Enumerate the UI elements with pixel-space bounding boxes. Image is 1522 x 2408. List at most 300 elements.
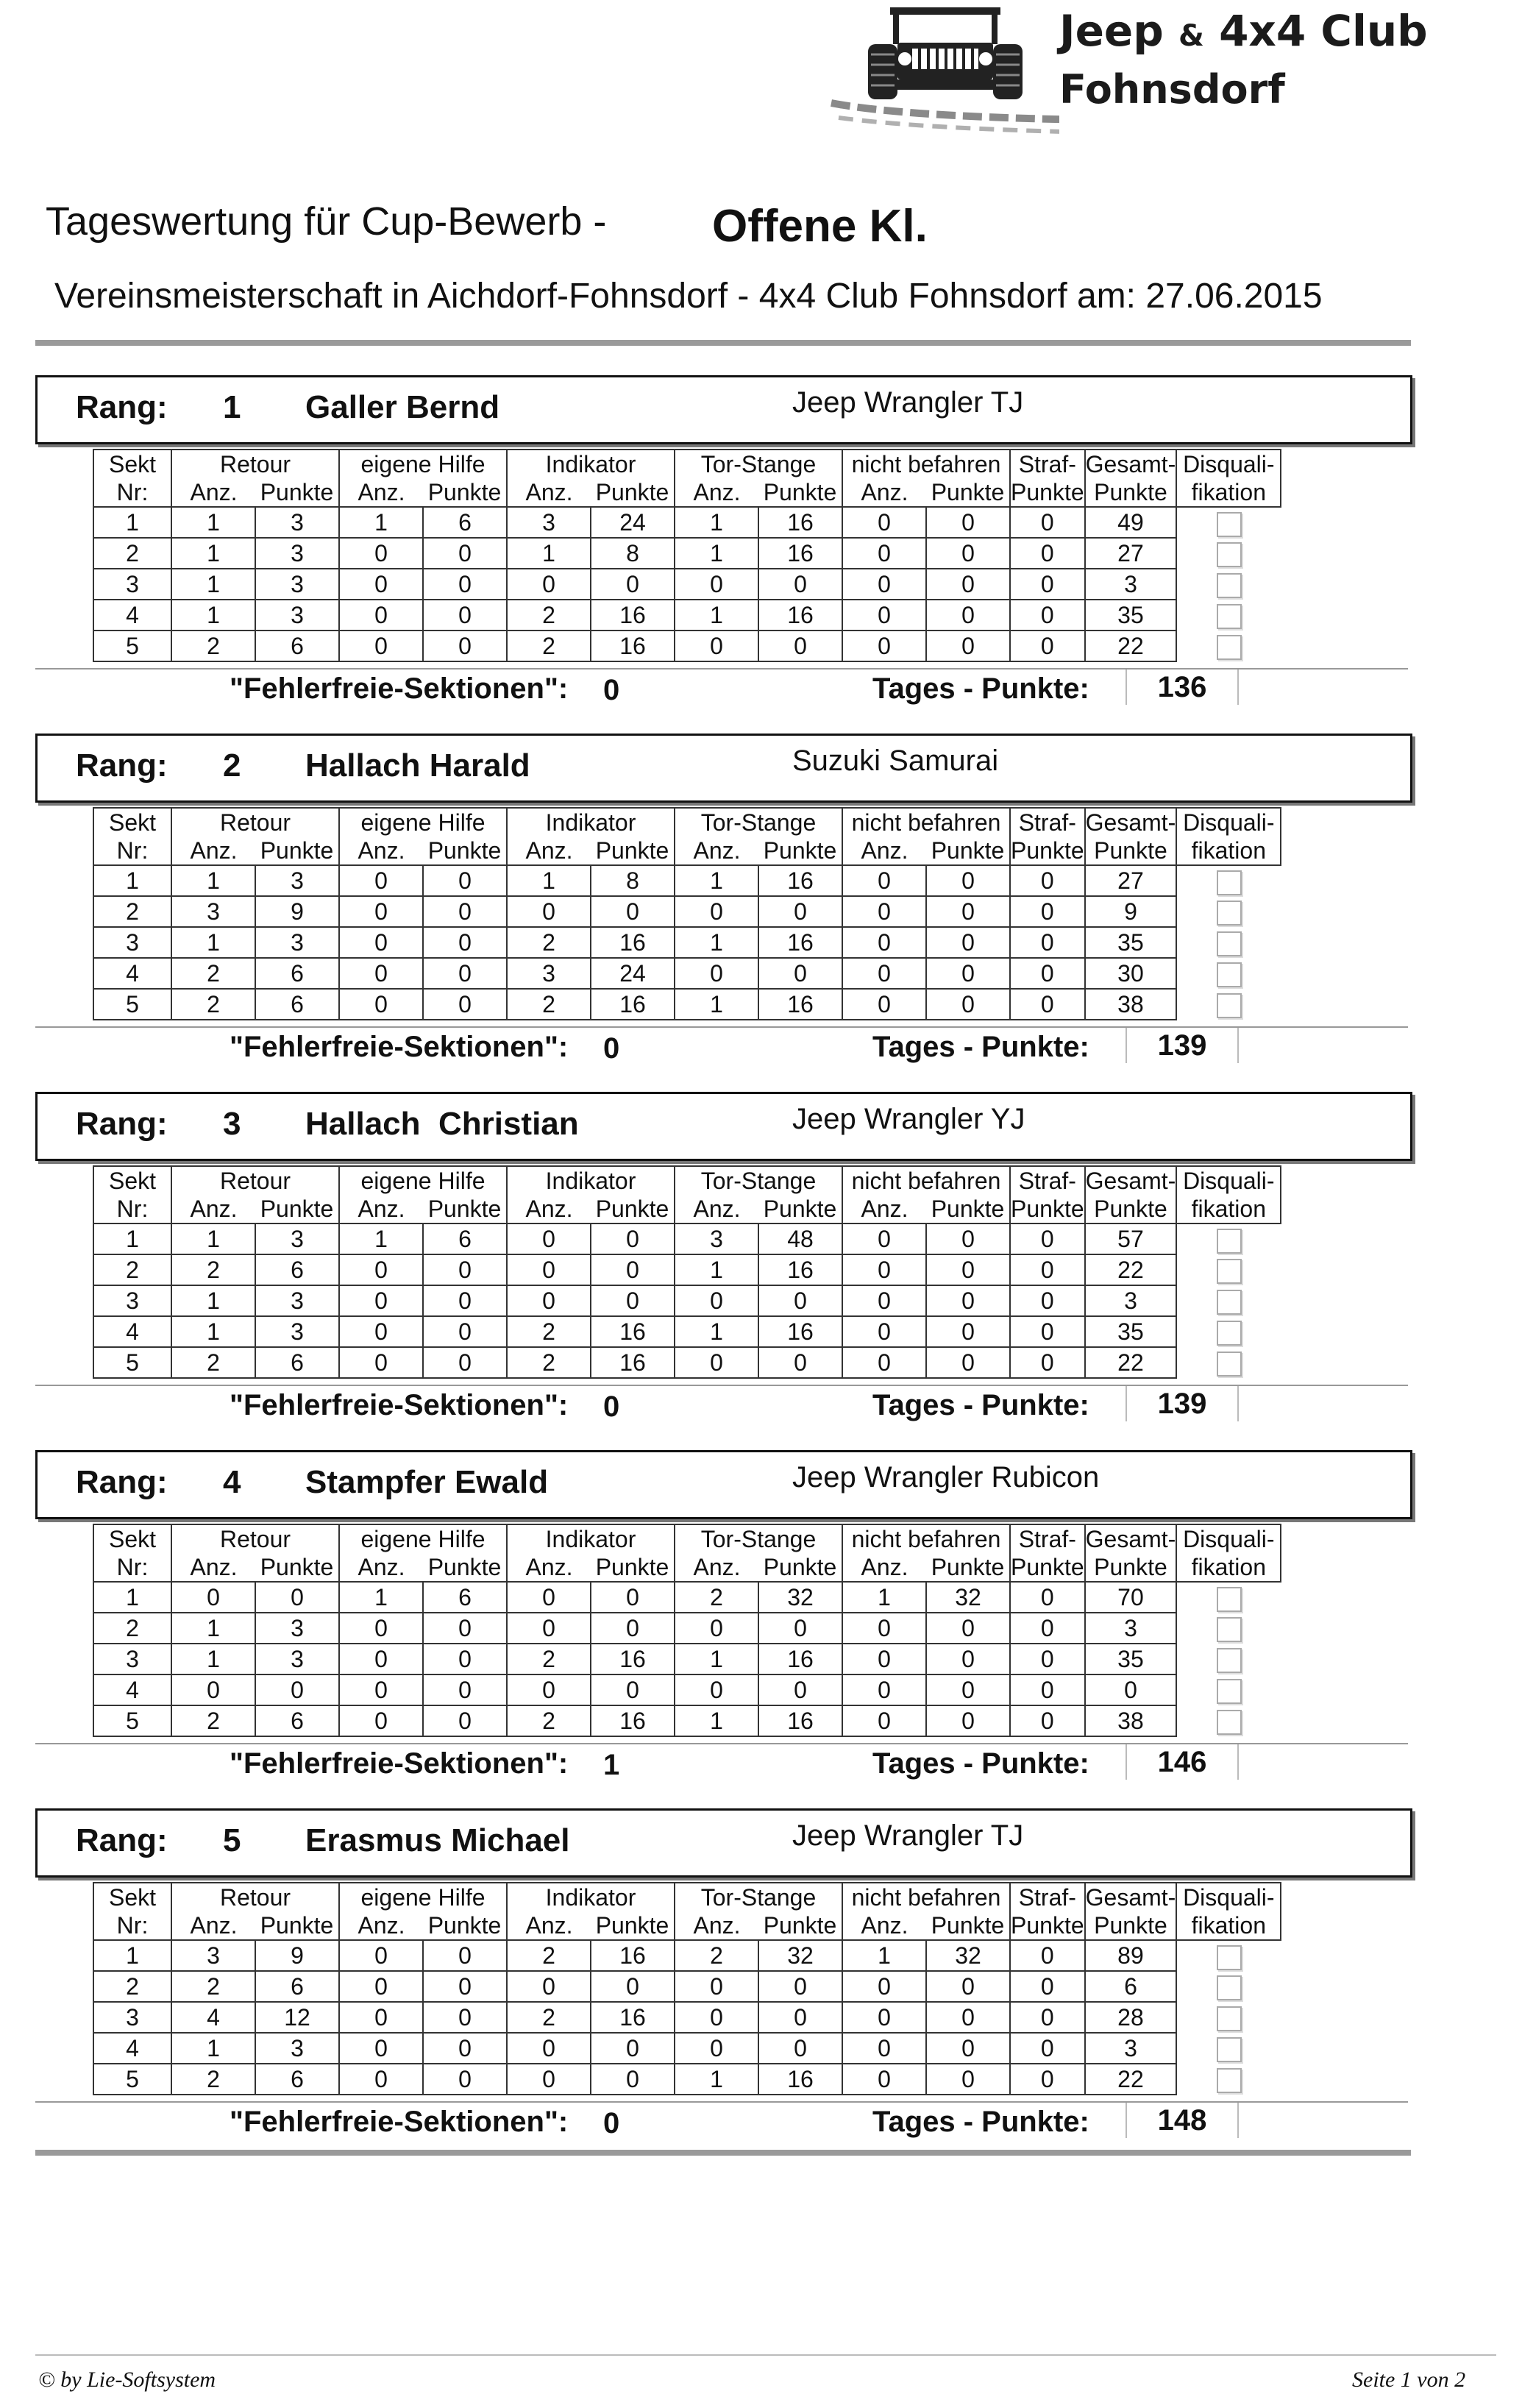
table-cell: 0 bbox=[591, 896, 675, 927]
table-cell: 6 bbox=[255, 1254, 339, 1285]
table-cell: 22 bbox=[1085, 2064, 1177, 2095]
table-subheader-row bbox=[93, 1195, 1281, 1223]
disqualification-cell bbox=[1176, 2002, 1281, 2033]
table-cell: 1 bbox=[842, 1940, 926, 1971]
col-anz: Anz. bbox=[675, 478, 758, 507]
table-cell: 0 bbox=[842, 631, 926, 661]
col-straf: Straf- bbox=[1010, 808, 1085, 837]
table-cell: 22 bbox=[1085, 1347, 1177, 1378]
table-row bbox=[93, 958, 1281, 989]
table-cell: 0 bbox=[1010, 989, 1085, 1020]
table-cell: 2 bbox=[171, 1347, 255, 1378]
table-cell: 16 bbox=[591, 2002, 675, 2033]
table-header-row bbox=[93, 450, 1281, 478]
fehlerfreie-label: "Fehlerfreie-Sektionen": bbox=[230, 1031, 569, 1063]
col-anz: Anz. bbox=[507, 1553, 591, 1582]
table-cell: 0 bbox=[339, 1674, 423, 1705]
table-cell: 2 bbox=[507, 1644, 591, 1674]
tages-punkte-label: Tages - Punkte: bbox=[872, 1389, 1089, 1421]
col-straf-punkte: Punkte bbox=[1011, 1912, 1084, 1939]
table-subheader-row bbox=[93, 1553, 1281, 1582]
disqualification-checkbox[interactable] bbox=[1217, 573, 1242, 598]
rank-header bbox=[35, 734, 1412, 803]
table-cell: 0 bbox=[423, 958, 507, 989]
table-cell: 0 bbox=[423, 1940, 507, 1971]
disqualification-cell bbox=[1176, 1582, 1281, 1613]
table-cell: 16 bbox=[591, 1316, 675, 1347]
table-cell: 1 bbox=[171, 600, 255, 631]
disqualification-checkbox[interactable] bbox=[1217, 1975, 1242, 2000]
table-cell: 6 bbox=[423, 507, 507, 538]
table-cell: 0 bbox=[1010, 1971, 1085, 2002]
logo-city-text: Fohnsdorf bbox=[1059, 66, 1285, 113]
table-cell: 2 bbox=[675, 1582, 758, 1613]
table-cell: 0 bbox=[591, 1613, 675, 1644]
table-cell: 0 bbox=[591, 1971, 675, 2002]
col-nicht-befahren: nicht befahren bbox=[842, 1883, 1010, 1911]
col-punkte: Punkte bbox=[758, 1553, 842, 1582]
disqualification-cell bbox=[1176, 927, 1281, 958]
table-cell: 0 bbox=[926, 1613, 1010, 1644]
disqualification-cell bbox=[1176, 1940, 1281, 1971]
table-cell: 0 bbox=[507, 1582, 591, 1613]
tages-punkte-value: 136 bbox=[1126, 670, 1239, 705]
table-cell: 0 bbox=[758, 2033, 842, 2064]
table-cell: 3 bbox=[255, 1316, 339, 1347]
driver-name: Stampfer Ewald bbox=[305, 1464, 549, 1500]
category-title: Offene Kl. bbox=[712, 201, 928, 252]
table-header-row bbox=[93, 1883, 1281, 1911]
table-cell: 0 bbox=[1010, 958, 1085, 989]
fehlerfreie-count: 0 bbox=[603, 2107, 620, 2139]
table-cell: 2 bbox=[507, 1316, 591, 1347]
col-punkte: Punkte bbox=[423, 478, 507, 507]
fehlerfreie-count: 0 bbox=[603, 1391, 620, 1423]
disqualification-checkbox[interactable] bbox=[1217, 635, 1242, 660]
table-cell: 0 bbox=[926, 1705, 1010, 1736]
table-cell: 16 bbox=[591, 1940, 675, 1971]
disqualification-cell bbox=[1176, 1705, 1281, 1736]
table-cell: 49 bbox=[1085, 507, 1177, 538]
table-cell: 0 bbox=[423, 2033, 507, 2064]
table-subheader-row bbox=[93, 1911, 1281, 1940]
table-cell: 16 bbox=[758, 1644, 842, 1674]
table-cell: 9 bbox=[255, 1940, 339, 1971]
disqualification-cell bbox=[1176, 1285, 1281, 1316]
table-cell: 1 bbox=[675, 865, 758, 896]
disqualification-checkbox[interactable] bbox=[1217, 1710, 1242, 1735]
table-cell: 8 bbox=[591, 538, 675, 569]
col-anz: Anz. bbox=[171, 1553, 255, 1582]
disqualification-checkbox[interactable] bbox=[1217, 1945, 1242, 1970]
table-cell: 1 bbox=[171, 2033, 255, 2064]
table-cell: 1 bbox=[675, 1705, 758, 1736]
table-cell: 1 bbox=[675, 927, 758, 958]
table-cell: 0 bbox=[758, 1971, 842, 2002]
table-cell: 9 bbox=[1085, 896, 1177, 927]
table-cell: 3 bbox=[507, 958, 591, 989]
disqualification-checkbox[interactable] bbox=[1217, 870, 1242, 895]
disqualification-checkbox[interactable] bbox=[1217, 1259, 1242, 1284]
table-cell: 16 bbox=[758, 927, 842, 958]
table-cell: 0 bbox=[1010, 2064, 1085, 2095]
table-row bbox=[93, 2033, 1281, 2064]
table-cell: 3 bbox=[255, 1223, 339, 1254]
rank-label: Rang: bbox=[76, 1106, 168, 1142]
disqualification-checkbox[interactable] bbox=[1217, 1648, 1242, 1673]
disqualification-cell bbox=[1176, 1644, 1281, 1674]
table-cell: 0 bbox=[758, 1613, 842, 1644]
table-row bbox=[93, 1285, 1281, 1316]
table-cell: 6 bbox=[255, 989, 339, 1020]
ranking-block bbox=[0, 704, 1522, 1065]
table-cell: 4 bbox=[93, 1674, 171, 1705]
table-cell: 0 bbox=[423, 631, 507, 661]
table-cell: 0 bbox=[675, 2002, 758, 2033]
table-cell: 0 bbox=[926, 1254, 1010, 1285]
table-cell: 1 bbox=[842, 1582, 926, 1613]
table-row bbox=[93, 2002, 1281, 2033]
col-fikation: fikation bbox=[1176, 1553, 1281, 1582]
table-cell: 0 bbox=[842, 569, 926, 600]
table-cell: 0 bbox=[423, 1705, 507, 1736]
table-cell: 0 bbox=[675, 569, 758, 600]
table-cell: 0 bbox=[842, 1674, 926, 1705]
col-sekt: Sekt bbox=[93, 1166, 171, 1195]
table-row bbox=[93, 600, 1281, 631]
table-cell: 0 bbox=[675, 2033, 758, 2064]
table-cell: 0 bbox=[842, 1223, 926, 1254]
table-cell: 6 bbox=[255, 958, 339, 989]
table-cell: 0 bbox=[1010, 600, 1085, 631]
table-cell: 4 bbox=[93, 958, 171, 989]
table-cell: 2 bbox=[507, 1705, 591, 1736]
disqualification-cell bbox=[1176, 1223, 1281, 1254]
col-punkte: Punkte bbox=[591, 478, 675, 507]
table-cell: 16 bbox=[758, 507, 842, 538]
col-nr: Nr: bbox=[93, 478, 171, 507]
col-anz: Anz. bbox=[675, 1553, 758, 1582]
table-cell: 0 bbox=[507, 569, 591, 600]
col-indikator: Indikator bbox=[507, 1883, 675, 1911]
table-cell: 0 bbox=[339, 1971, 423, 2002]
table-cell: 1 bbox=[171, 569, 255, 600]
table-cell: 0 bbox=[1010, 927, 1085, 958]
disqualification-checkbox[interactable] bbox=[1217, 2037, 1242, 2062]
rank-label: Rang: bbox=[76, 389, 168, 425]
table-cell: 1 bbox=[675, 1644, 758, 1674]
table-cell: 1 bbox=[339, 1223, 423, 1254]
table-cell: 0 bbox=[1010, 507, 1085, 538]
table-cell: 0 bbox=[339, 1613, 423, 1644]
table-cell: 5 bbox=[93, 989, 171, 1020]
col-straf-punkte: Punkte bbox=[1011, 837, 1084, 864]
table-cell: 0 bbox=[507, 1254, 591, 1285]
table-row bbox=[93, 1223, 1281, 1254]
logo-jeep-text: Jeep bbox=[1059, 6, 1164, 56]
col-anz: Anz. bbox=[507, 1195, 591, 1223]
disqualification-cell bbox=[1176, 1674, 1281, 1705]
disqualification-cell bbox=[1176, 631, 1281, 661]
driver-name: Erasmus Michael bbox=[305, 1822, 570, 1858]
table-cell: 0 bbox=[507, 896, 591, 927]
col-straf: Straf- bbox=[1010, 1883, 1085, 1911]
rank-label: Rang: bbox=[76, 1822, 168, 1858]
disqualification-checkbox[interactable] bbox=[1217, 542, 1242, 567]
table-cell: 0 bbox=[591, 2064, 675, 2095]
rank-header bbox=[35, 1450, 1412, 1519]
table-cell: 0 bbox=[423, 1674, 507, 1705]
disqualification-checkbox[interactable] bbox=[1217, 901, 1242, 926]
table-cell: 3 bbox=[675, 1223, 758, 1254]
table-cell: 2 bbox=[507, 989, 591, 1020]
driver-name: Galler Bernd bbox=[305, 389, 500, 425]
table-cell: 5 bbox=[93, 1347, 171, 1378]
table-cell: 0 bbox=[423, 1971, 507, 2002]
table-cell: 28 bbox=[1085, 2002, 1177, 2033]
table-cell: 0 bbox=[842, 1613, 926, 1644]
col-disquali: Disquali- bbox=[1176, 1883, 1281, 1911]
table-cell: 1 bbox=[171, 1285, 255, 1316]
table-cell: 2 bbox=[93, 538, 171, 569]
table-cell: 0 bbox=[926, 569, 1010, 600]
col-anz: Anz. bbox=[842, 837, 926, 865]
table-cell: 0 bbox=[339, 1347, 423, 1378]
disqualification-cell bbox=[1176, 865, 1281, 896]
col-nicht-befahren: nicht befahren bbox=[842, 450, 1010, 478]
disqualification-cell bbox=[1176, 2064, 1281, 2095]
table-cell: 3 bbox=[255, 569, 339, 600]
table-cell: 1 bbox=[171, 1223, 255, 1254]
vehicle-name: Jeep Wrangler Rubicon bbox=[792, 1461, 1100, 1494]
table-cell: 6 bbox=[423, 1582, 507, 1613]
table-cell: 3 bbox=[255, 600, 339, 631]
table-row bbox=[93, 1674, 1281, 1705]
table-cell: 2 bbox=[171, 958, 255, 989]
disqualification-checkbox[interactable] bbox=[1217, 993, 1242, 1018]
col-punkte: Punkte bbox=[423, 837, 507, 865]
table-cell: 0 bbox=[1010, 1254, 1085, 1285]
table-cell: 1 bbox=[675, 1254, 758, 1285]
rank-label: Rang: bbox=[76, 1464, 168, 1500]
table-cell: 6 bbox=[255, 1971, 339, 2002]
col-tor-stange: Tor-Stange bbox=[675, 1524, 842, 1553]
fehlerfreie-label: "Fehlerfreie-Sektionen": bbox=[230, 1389, 569, 1421]
tages-punkte-label: Tages - Punkte: bbox=[872, 1031, 1089, 1063]
disqualification-checkbox[interactable] bbox=[1217, 931, 1242, 956]
table-cell: 0 bbox=[1010, 538, 1085, 569]
col-gesamt-punkte: Punkte bbox=[1085, 478, 1177, 507]
col-straf-punkte: Punkte bbox=[1011, 1196, 1084, 1222]
col-punkte: Punkte bbox=[591, 1553, 675, 1582]
table-cell: 12 bbox=[255, 2002, 339, 2033]
table-cell: 6 bbox=[255, 631, 339, 661]
table-cell: 0 bbox=[171, 1674, 255, 1705]
table-cell: 5 bbox=[93, 1705, 171, 1736]
col-tor-stange: Tor-Stange bbox=[675, 450, 842, 478]
table-cell: 16 bbox=[758, 1254, 842, 1285]
tages-punkte-value: 146 bbox=[1126, 1744, 1239, 1780]
disqualification-cell bbox=[1176, 538, 1281, 569]
event-subtitle: Vereinsmeisterschaft in Aichdorf-Fohnsdorf - 4x4 Club Fohnsdorf am: 27.06.2015 bbox=[54, 277, 1323, 316]
table-row bbox=[93, 1316, 1281, 1347]
col-tor-stange: Tor-Stange bbox=[675, 808, 842, 837]
table-row bbox=[93, 569, 1281, 600]
col-punkte: Punkte bbox=[758, 837, 842, 865]
col-anz: Anz. bbox=[171, 1911, 255, 1940]
table-cell: 16 bbox=[758, 600, 842, 631]
table-cell: 0 bbox=[1010, 1644, 1085, 1674]
col-fikation: fikation bbox=[1176, 1195, 1281, 1223]
col-punkte: Punkte bbox=[926, 478, 1010, 507]
table-cell: 1 bbox=[171, 865, 255, 896]
disqualification-cell bbox=[1176, 600, 1281, 631]
table-cell: 0 bbox=[842, 865, 926, 896]
col-punkte: Punkte bbox=[255, 478, 339, 507]
table-cell: 0 bbox=[1010, 1940, 1085, 1971]
table-cell: 0 bbox=[926, 507, 1010, 538]
disqualification-checkbox[interactable] bbox=[1217, 1321, 1242, 1346]
table-cell: 1 bbox=[171, 538, 255, 569]
disqualification-cell bbox=[1176, 896, 1281, 927]
col-straf: Straf- bbox=[1010, 1524, 1085, 1553]
tages-punkte-label: Tages - Punkte: bbox=[872, 1747, 1089, 1780]
table-cell: 0 bbox=[1010, 2033, 1085, 2064]
table-cell: 0 bbox=[339, 600, 423, 631]
col-gesamt: Gesamt- bbox=[1085, 451, 1176, 477]
table-cell: 3 bbox=[171, 1940, 255, 1971]
ranking-block bbox=[0, 1062, 1522, 1421]
bottom-divider bbox=[35, 2150, 1411, 2156]
table-row bbox=[93, 2064, 1281, 2095]
table-cell: 0 bbox=[255, 1674, 339, 1705]
table-cell: 1 bbox=[93, 1582, 171, 1613]
col-punkte: Punkte bbox=[758, 478, 842, 507]
disqualification-checkbox[interactable] bbox=[1217, 1352, 1242, 1377]
table-cell: 0 bbox=[339, 2064, 423, 2095]
table-cell: 1 bbox=[675, 600, 758, 631]
col-sekt: Sekt bbox=[93, 450, 171, 478]
disqualification-checkbox[interactable] bbox=[1217, 604, 1242, 629]
table-cell: 0 bbox=[842, 600, 926, 631]
col-nr: Nr: bbox=[93, 837, 171, 865]
table-cell: 0 bbox=[758, 1285, 842, 1316]
col-tor-stange: Tor-Stange bbox=[675, 1883, 842, 1911]
table-cell: 0 bbox=[255, 1582, 339, 1613]
col-anz: Anz. bbox=[675, 1195, 758, 1223]
col-anz: Anz. bbox=[842, 1553, 926, 1582]
disqualification-checkbox[interactable] bbox=[1217, 1290, 1242, 1315]
table-cell: 0 bbox=[507, 1674, 591, 1705]
table-cell: 4 bbox=[171, 2002, 255, 2033]
col-punkte: Punkte bbox=[423, 1553, 507, 1582]
vehicle-name: Suzuki Samurai bbox=[792, 745, 999, 777]
table-cell: 0 bbox=[423, 927, 507, 958]
table-cell: 27 bbox=[1085, 865, 1177, 896]
col-punkte: Punkte bbox=[255, 1195, 339, 1223]
table-cell: 0 bbox=[926, 1285, 1010, 1316]
table-cell: 2 bbox=[171, 989, 255, 1020]
table-cell: 0 bbox=[758, 958, 842, 989]
disqualification-cell bbox=[1176, 1316, 1281, 1347]
col-eigene-hilfe: eigene Hilfe bbox=[339, 450, 507, 478]
table-cell: 70 bbox=[1085, 1582, 1177, 1613]
score-table bbox=[93, 449, 1281, 662]
fehlerfreie-label: "Fehlerfreie-Sektionen": bbox=[230, 672, 569, 705]
footer-page-number: Seite 1 von 2 bbox=[1352, 2368, 1466, 2392]
table-cell: 0 bbox=[926, 927, 1010, 958]
col-disquali: Disquali- bbox=[1176, 1166, 1281, 1195]
table-cell: 3 bbox=[255, 865, 339, 896]
table-cell: 0 bbox=[758, 1674, 842, 1705]
disqualification-checkbox[interactable] bbox=[1217, 2006, 1242, 2031]
table-cell: 0 bbox=[1010, 1316, 1085, 1347]
tages-punkte-label: Tages - Punkte: bbox=[872, 672, 1089, 705]
disqualification-checkbox[interactable] bbox=[1217, 962, 1242, 987]
table-cell: 16 bbox=[591, 1347, 675, 1378]
fehlerfreie-count: 0 bbox=[603, 1032, 620, 1065]
table-cell: 1 bbox=[171, 507, 255, 538]
table-cell: 3 bbox=[93, 1285, 171, 1316]
table-cell: 3 bbox=[93, 2002, 171, 2033]
col-tor-stange: Tor-Stange bbox=[675, 1166, 842, 1195]
table-cell: 3 bbox=[1085, 569, 1177, 600]
table-row bbox=[93, 989, 1281, 1020]
table-cell: 0 bbox=[926, 538, 1010, 569]
table-cell: 0 bbox=[675, 631, 758, 661]
disqualification-checkbox[interactable] bbox=[1217, 1679, 1242, 1704]
disqualification-checkbox[interactable] bbox=[1217, 512, 1242, 537]
table-cell: 0 bbox=[926, 958, 1010, 989]
col-gesamt-punkte: Punkte bbox=[1085, 837, 1177, 865]
page-title: Tageswertung für Cup-Bewerb - bbox=[46, 199, 607, 244]
table-cell: 5 bbox=[93, 631, 171, 661]
table-cell: 35 bbox=[1085, 1316, 1177, 1347]
table-cell: 0 bbox=[842, 1285, 926, 1316]
col-punkte: Punkte bbox=[255, 1553, 339, 1582]
table-cell: 0 bbox=[423, 865, 507, 896]
fehlerfreie-label: "Fehlerfreie-Sektionen": bbox=[230, 1747, 569, 1780]
table-cell: 16 bbox=[758, 865, 842, 896]
disqualification-checkbox[interactable] bbox=[1217, 1617, 1242, 1642]
tages-punkte-value: 139 bbox=[1126, 1386, 1239, 1421]
table-cell: 0 bbox=[1010, 1582, 1085, 1613]
table-cell: 30 bbox=[1085, 958, 1177, 989]
table-cell: 0 bbox=[1010, 1223, 1085, 1254]
table-cell: 3 bbox=[1085, 2033, 1177, 2064]
table-cell: 0 bbox=[1010, 631, 1085, 661]
score-table bbox=[93, 1165, 1281, 1379]
table-cell: 35 bbox=[1085, 600, 1177, 631]
table-cell: 0 bbox=[758, 2002, 842, 2033]
table-cell: 16 bbox=[591, 927, 675, 958]
disqualification-checkbox[interactable] bbox=[1217, 1587, 1242, 1612]
table-cell: 38 bbox=[1085, 989, 1177, 1020]
disqualification-checkbox[interactable] bbox=[1217, 1229, 1242, 1254]
table-cell: 0 bbox=[591, 1223, 675, 1254]
col-eigene-hilfe: eigene Hilfe bbox=[339, 1166, 507, 1195]
table-cell: 0 bbox=[842, 538, 926, 569]
col-retour: Retour bbox=[171, 808, 339, 837]
table-cell: 3 bbox=[1085, 1613, 1177, 1644]
table-row bbox=[93, 927, 1281, 958]
table-cell: 0 bbox=[507, 2033, 591, 2064]
table-cell: 2 bbox=[93, 1971, 171, 2002]
disqualification-checkbox[interactable] bbox=[1217, 2068, 1242, 2093]
table-cell: 3 bbox=[255, 1285, 339, 1316]
table-cell: 48 bbox=[758, 1223, 842, 1254]
table-cell: 0 bbox=[1010, 569, 1085, 600]
